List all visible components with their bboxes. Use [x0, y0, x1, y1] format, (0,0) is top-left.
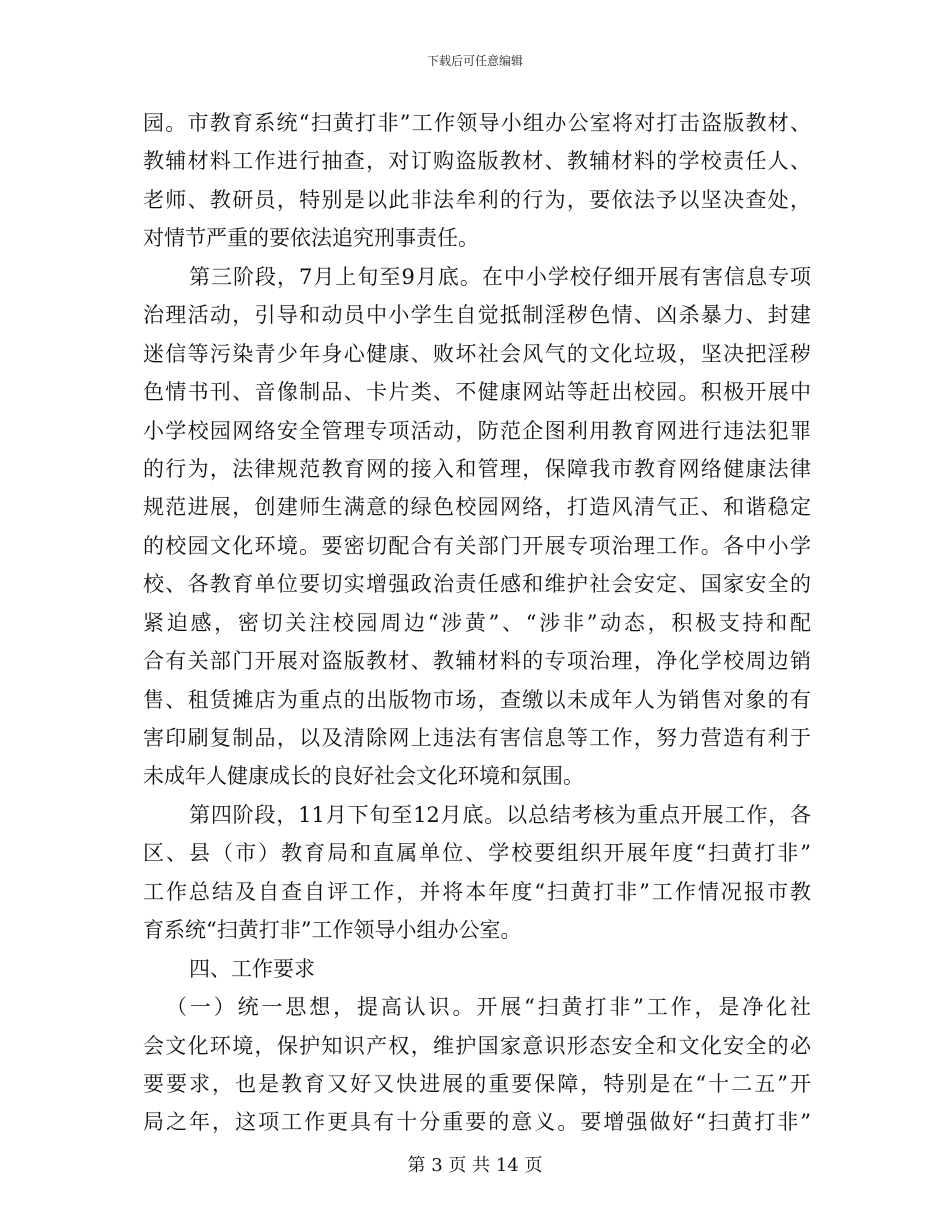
- text-line: 的校园文化环境。要密切配合有关部门开展专项治理工作。各中小学: [143, 533, 811, 558]
- page-header: 下载后可任意编辑: [426, 54, 523, 68]
- text-line: 小学校园网络安全管理专项活动，防范企图利用教育网进行违法犯罪: [143, 418, 811, 443]
- text-line: 迷信等污染青少年身心健康、败坏社会风气的文化垃圾，坚决把淫秽: [143, 341, 811, 366]
- text-line: 校、各教育单位要切实增强政治责任感和维护社会安定、国家安全的: [143, 572, 811, 597]
- text-line: 未成年人健康成长的良好社会文化环境和氛围。: [143, 764, 584, 789]
- text-line: 要要求，也是教育又好又快进展的重要保障，特别是在“十二五”开: [143, 1071, 811, 1096]
- text-line: 对情节严重的要依法追究刑事责任。: [143, 226, 479, 251]
- text-line: 局之年，这项工作更具有十分重要的意义。要增强做好“扫黄打非”: [143, 1110, 811, 1135]
- text-line: 害印刷复制品，以及清除网上违法有害信息等工作，努力营造有利于: [143, 726, 811, 750]
- text-line: 治理活动，引导和动员中小学生自觉抵制淫秽色情、凶杀暴力、封建: [143, 303, 811, 328]
- text-line: 园。市教育系统“扫黄打非”工作领导小组办公室将对打击盗版教材、: [143, 111, 811, 135]
- text-line: 教辅材料工作进行抽查，对订购盗版教材、教辅材料的学校责任人、: [143, 149, 811, 174]
- page-number-footer: 第 3 页 共 14 页: [407, 1155, 543, 1176]
- text-line: 规范进展，创建师生满意的绿色校园网络，打造风清气正、和谐稳定: [143, 495, 811, 520]
- paragraph-start-line: （一）统一思想，提高认识。开展“扫黄打非”工作，是净化社: [166, 995, 811, 1020]
- document-body: [143, 104, 811, 1142]
- paragraph-start-line: 第四阶段，11月下旬至12月底。以总结考核为重点开展工作，各: [189, 802, 811, 827]
- text-line: 会文化环境，保护知识产权，维护国家意识形态安全和文化安全的必: [143, 1033, 811, 1058]
- text-line: 区、县（市）教育局和直属单位、学校要组织开展年度“扫黄打非”: [143, 841, 811, 866]
- text-line: 的行为，法律规范教育网的接入和管理，保障我市教育网络健康法律: [143, 456, 811, 481]
- text-line: 色情书刊、音像制品、卡片类、不健康网站等赶出校园。积极开展中: [143, 380, 811, 405]
- text-line: 紧迫感，密切关注校园周边“涉黄”、“涉非”动态，积极支持和配: [143, 610, 811, 635]
- text-line: 售、租赁摊店为重点的出版物市场，查缴以未成年人为销售对象的有: [143, 687, 811, 712]
- text-line: 合有关部门开展对盗版教材、教辅材料的专项治理，净化学校周边销: [143, 649, 811, 674]
- text-line: 工作总结及自查自评工作，并将本年度“扫黄打非”工作情况报市教: [143, 879, 811, 904]
- section-heading: 四、工作要求: [189, 956, 315, 981]
- text-line: 老师、教研员，特别是以此非法牟利的行为，要依法予以坚决查处，: [143, 187, 811, 212]
- text-line: 育系统“扫黄打非”工作领导小组办公室。: [143, 918, 522, 943]
- paragraph-start-line: 第三阶段，7月上旬至9月底。在中小学校仔细开展有害信息专项: [189, 264, 811, 289]
